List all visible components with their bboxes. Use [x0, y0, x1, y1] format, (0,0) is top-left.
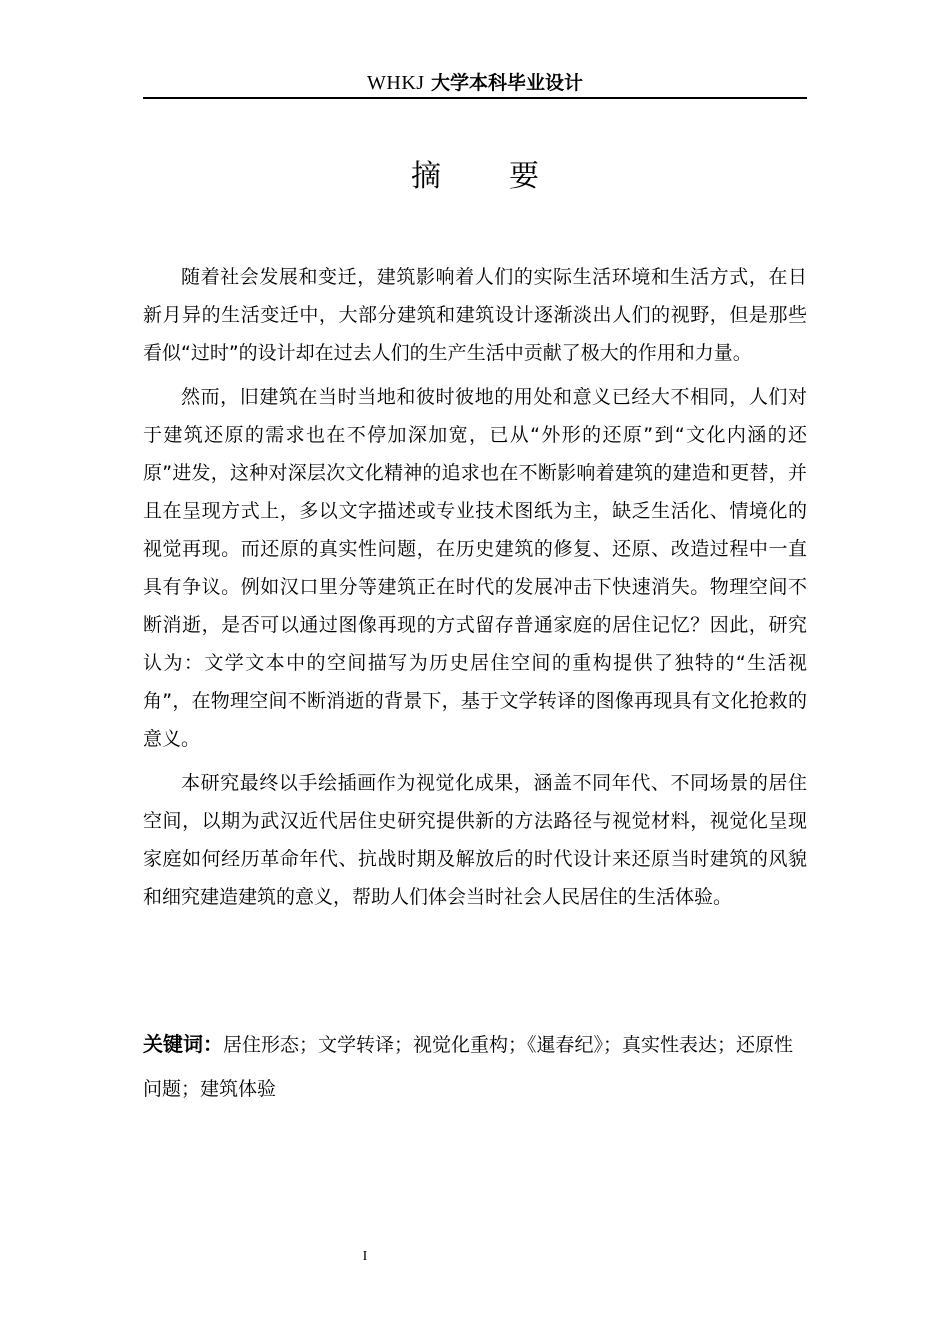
abstract-paragraph-1: 随着社会发展和变迁，建筑影响着人们的实际生活环境和生活方式，在日新月异的生活变迁中，大部分建筑和建筑设计逐渐淡出人们的视野，但是那些看似“过时”的设计却在过去人们的生产生活中贡献了极大的作用和力量。	[143, 266, 807, 364]
header-title: 大学本科毕业设计	[430, 72, 583, 94]
page-number: I	[362, 1249, 368, 1264]
abstract-paragraph-2: 然而，旧建筑在当时当地和彼时彼地的用处和意义已经大不相同，人们对于建筑还原的需求也在不停加深加宽，已从“外形的还原”到“文化内涵的还原”进发，这种对深层次文化精神的追求也在不断影响着建筑的建造和更替，并且在呈现方式上，多以文字描述或专业技术图纸为主，缺乏生活化、情境化的视觉再现。而还原的真实性问题，在历史建筑的修复、还原、改造过程中一直具有争议。例如汉口里分等建筑正在时代的发展冲击下快速消失。物理空间不断消逝，是否可以通过图像再现的方式留存普通家庭的居住记忆？因此，研究认为：文学文本中的空间描写为历史居住空间的重构提供了独特的“生活视角”，在物理空间不断消逝的背景下，基于文学转译的图像再现具有文化抢救的意义。	[143, 386, 807, 750]
abstract-paragraph-3: 本研究最终以手绘插画作为视觉化成果，涵盖不同年代、不同场景的居住空间，以期为武汉近代居住史研究提供新的方法路径与视觉材料，视觉化呈现家庭如何经历革命年代、抗战时期及解放后的时代设计来还原当时建筑的风貌和细究建造建筑的意义，帮助人们体会当时社会人民居住的生活体验。	[143, 772, 807, 908]
header-school-code: WHKJ	[367, 72, 425, 94]
page-title: 摘要	[411, 159, 607, 194]
abstract-body	[143, 258, 807, 922]
running-header	[143, 68, 807, 96]
keywords-label: 关键词：	[143, 1032, 223, 1056]
keywords-block	[143, 1022, 807, 1111]
header-rule	[143, 97, 807, 99]
keywords-text: 居住形态；文学转译；视觉化重构；《暹春纪》；真实性表达；还原性问题；建筑体验	[143, 1034, 794, 1100]
